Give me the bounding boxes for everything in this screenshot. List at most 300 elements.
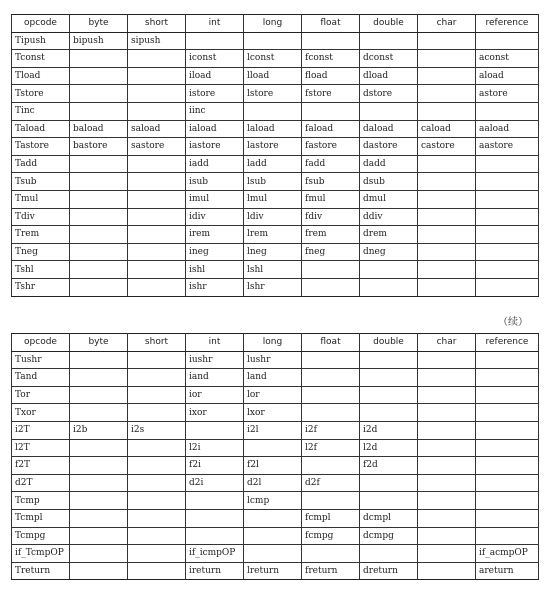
table-row bbox=[12, 527, 539, 545]
table-cell-int: if_icmpOP bbox=[186, 545, 244, 563]
table-cell-short: saload bbox=[128, 120, 186, 138]
table-cell-short bbox=[128, 562, 186, 580]
table-cell-char bbox=[418, 386, 476, 404]
table-cell-int: imul bbox=[186, 190, 244, 208]
table-cell-opcode: l2T bbox=[12, 439, 70, 457]
table-cell-float bbox=[302, 278, 360, 296]
column-header-long: long bbox=[244, 15, 302, 33]
table-cell-long: lastore bbox=[244, 138, 302, 156]
table-cell-long bbox=[244, 102, 302, 120]
table-cell-opcode: Taload bbox=[12, 120, 70, 138]
table-row bbox=[12, 421, 539, 439]
table-cell-reference: aastore bbox=[476, 138, 539, 156]
table-cell-long: lxor bbox=[244, 404, 302, 422]
table-cell-int: iastore bbox=[186, 138, 244, 156]
table-cell-int: ior bbox=[186, 386, 244, 404]
table-row bbox=[12, 138, 539, 156]
table-cell-double bbox=[360, 369, 418, 387]
table-cell-double: dastore bbox=[360, 138, 418, 156]
table-cell-float bbox=[302, 492, 360, 510]
table-cell-int: istore bbox=[186, 85, 244, 103]
table-cell-double: dcmpl bbox=[360, 509, 418, 527]
table-cell-reference: astore bbox=[476, 85, 539, 103]
table-cell-char bbox=[418, 261, 476, 279]
table-cell-float: fdiv bbox=[302, 208, 360, 226]
table-row bbox=[12, 386, 539, 404]
table-cell-reference: aload bbox=[476, 67, 539, 85]
table-row bbox=[12, 474, 539, 492]
table-cell-reference bbox=[476, 492, 539, 510]
table-cell-reference: aaload bbox=[476, 120, 539, 138]
table-cell-long: lushr bbox=[244, 351, 302, 369]
table-cell-char bbox=[418, 226, 476, 244]
table-cell-short bbox=[128, 457, 186, 475]
table-cell-int: d2i bbox=[186, 474, 244, 492]
table-cell-byte bbox=[70, 404, 128, 422]
table-cell-int: irem bbox=[186, 226, 244, 244]
table-cell-float: fcmpg bbox=[302, 527, 360, 545]
table-cell-long: lneg bbox=[244, 243, 302, 261]
table-cell-reference bbox=[476, 208, 539, 226]
table-cell-reference bbox=[476, 439, 539, 457]
column-header-float: float bbox=[302, 334, 360, 352]
table-cell-reference bbox=[476, 190, 539, 208]
table-cell-float bbox=[302, 386, 360, 404]
table-cell-short bbox=[128, 404, 186, 422]
table-cell-char bbox=[418, 562, 476, 580]
table-cell-short: sipush bbox=[128, 32, 186, 50]
table-row bbox=[12, 208, 539, 226]
table-row bbox=[12, 545, 539, 563]
table-cell-reference bbox=[476, 226, 539, 244]
table-cell-int: isub bbox=[186, 173, 244, 191]
table-cell-double: dload bbox=[360, 67, 418, 85]
table-cell-float bbox=[302, 457, 360, 475]
table-cell-long: lreturn bbox=[244, 562, 302, 580]
table-row bbox=[12, 67, 539, 85]
table-cell-int: iinc bbox=[186, 102, 244, 120]
table-cell-byte bbox=[70, 261, 128, 279]
table-row bbox=[12, 102, 539, 120]
table-cell-double: i2d bbox=[360, 421, 418, 439]
opcode-table-part-1 bbox=[11, 14, 539, 297]
table-cell-byte bbox=[70, 85, 128, 103]
table-row bbox=[12, 278, 539, 296]
table-cell-byte bbox=[70, 102, 128, 120]
table-cell-float: fneg bbox=[302, 243, 360, 261]
table-row bbox=[12, 243, 539, 261]
table-cell-opcode: Tcmp bbox=[12, 492, 70, 510]
table-row bbox=[12, 173, 539, 191]
table-cell-reference bbox=[476, 369, 539, 387]
table-cell-byte bbox=[70, 208, 128, 226]
table-cell-double bbox=[360, 545, 418, 563]
table-cell-reference: aconst bbox=[476, 50, 539, 68]
table-cell-long: laload bbox=[244, 120, 302, 138]
table-cell-float bbox=[302, 32, 360, 50]
table-cell-int: ireturn bbox=[186, 562, 244, 580]
table-cell-char bbox=[418, 527, 476, 545]
table-cell-reference bbox=[476, 404, 539, 422]
table-cell-byte bbox=[70, 190, 128, 208]
table-cell-long bbox=[244, 527, 302, 545]
column-header-reference: reference bbox=[476, 15, 539, 33]
table-cell-float: fcmpl bbox=[302, 509, 360, 527]
table-cell-opcode: Tcmpg bbox=[12, 527, 70, 545]
table-cell-double: dadd bbox=[360, 155, 418, 173]
table-cell-opcode: Tdiv bbox=[12, 208, 70, 226]
table-cell-opcode: f2T bbox=[12, 457, 70, 475]
table-cell-short bbox=[128, 474, 186, 492]
table-cell-opcode: Tshr bbox=[12, 278, 70, 296]
table-cell-double: dneg bbox=[360, 243, 418, 261]
table-cell-int: iadd bbox=[186, 155, 244, 173]
table-cell-int: l2i bbox=[186, 439, 244, 457]
column-header-byte: byte bbox=[70, 334, 128, 352]
table-cell-char bbox=[418, 32, 476, 50]
table-cell-int: ixor bbox=[186, 404, 244, 422]
table-cell-long: ladd bbox=[244, 155, 302, 173]
table-cell-double bbox=[360, 278, 418, 296]
column-header-float: float bbox=[302, 15, 360, 33]
table-cell-short bbox=[128, 369, 186, 387]
table-cell-opcode: Tipush bbox=[12, 32, 70, 50]
table-cell-float: frem bbox=[302, 226, 360, 244]
table-cell-short bbox=[128, 85, 186, 103]
column-header-char: char bbox=[418, 334, 476, 352]
table-cell-char bbox=[418, 155, 476, 173]
table-cell-opcode: d2T bbox=[12, 474, 70, 492]
table-cell-byte: i2b bbox=[70, 421, 128, 439]
table-cell-short bbox=[128, 439, 186, 457]
table-cell-short bbox=[128, 155, 186, 173]
table-cell-byte bbox=[70, 562, 128, 580]
table-cell-opcode: Tneg bbox=[12, 243, 70, 261]
table-cell-char bbox=[418, 369, 476, 387]
table-cell-byte bbox=[70, 278, 128, 296]
table-cell-byte: baload bbox=[70, 120, 128, 138]
table-cell-char bbox=[418, 474, 476, 492]
table-cell-char bbox=[418, 351, 476, 369]
table-cell-double bbox=[360, 351, 418, 369]
table-cell-short bbox=[128, 102, 186, 120]
table-cell-long: lconst bbox=[244, 50, 302, 68]
table-cell-reference bbox=[476, 261, 539, 279]
table-cell-byte bbox=[70, 527, 128, 545]
table-cell-reference bbox=[476, 527, 539, 545]
table-cell-reference bbox=[476, 243, 539, 261]
table-cell-short bbox=[128, 386, 186, 404]
table-cell-double: dsub bbox=[360, 173, 418, 191]
table-cell-char bbox=[418, 492, 476, 510]
table-cell-byte: bastore bbox=[70, 138, 128, 156]
table-cell-byte bbox=[70, 155, 128, 173]
table-cell-long bbox=[244, 545, 302, 563]
column-header-double: double bbox=[360, 15, 418, 33]
table-cell-float: fconst bbox=[302, 50, 360, 68]
table-cell-int: iload bbox=[186, 67, 244, 85]
table-cell-long bbox=[244, 439, 302, 457]
table-cell-double: dreturn bbox=[360, 562, 418, 580]
table-cell-char bbox=[418, 421, 476, 439]
table-row bbox=[12, 439, 539, 457]
table-cell-reference bbox=[476, 32, 539, 50]
table-cell-double: daload bbox=[360, 120, 418, 138]
table-cell-short bbox=[128, 226, 186, 244]
table-cell-char bbox=[418, 173, 476, 191]
table-cell-opcode: i2T bbox=[12, 421, 70, 439]
table-cell-long bbox=[244, 32, 302, 50]
table-cell-char bbox=[418, 85, 476, 103]
table-cell-float: d2f bbox=[302, 474, 360, 492]
table-cell-int bbox=[186, 492, 244, 510]
table-row bbox=[12, 351, 539, 369]
column-header-double: double bbox=[360, 334, 418, 352]
table-cell-short bbox=[128, 278, 186, 296]
table-cell-char bbox=[418, 457, 476, 475]
table-cell-float bbox=[302, 102, 360, 120]
table-cell-long: lmul bbox=[244, 190, 302, 208]
opcode-table-part-2 bbox=[11, 333, 539, 580]
table-cell-byte bbox=[70, 243, 128, 261]
table-cell-opcode: Tmul bbox=[12, 190, 70, 208]
table-cell-float bbox=[302, 545, 360, 563]
table-cell-int: iaload bbox=[186, 120, 244, 138]
table-cell-reference bbox=[476, 386, 539, 404]
table-cell-int: idiv bbox=[186, 208, 244, 226]
table-cell-long: lload bbox=[244, 67, 302, 85]
table-row bbox=[12, 369, 539, 387]
table-cell-short bbox=[128, 67, 186, 85]
table-cell-long: lsub bbox=[244, 173, 302, 191]
column-header-long: long bbox=[244, 334, 302, 352]
table-cell-float: faload bbox=[302, 120, 360, 138]
table-cell-opcode: Tastore bbox=[12, 138, 70, 156]
table-cell-char bbox=[418, 190, 476, 208]
column-header-reference: reference bbox=[476, 334, 539, 352]
table-cell-int: iconst bbox=[186, 50, 244, 68]
table-cell-char bbox=[418, 67, 476, 85]
table-cell-reference bbox=[476, 155, 539, 173]
table-cell-reference bbox=[476, 509, 539, 527]
column-header-int: int bbox=[186, 334, 244, 352]
table-cell-short bbox=[128, 509, 186, 527]
table-cell-byte bbox=[70, 474, 128, 492]
table-cell-byte bbox=[70, 173, 128, 191]
table-cell-float: i2f bbox=[302, 421, 360, 439]
continued-label: （续） bbox=[498, 317, 528, 328]
table-cell-byte bbox=[70, 351, 128, 369]
table-row bbox=[12, 226, 539, 244]
table-row bbox=[12, 32, 539, 50]
table-cell-opcode: Tor bbox=[12, 386, 70, 404]
table-cell-int bbox=[186, 32, 244, 50]
table-cell-long: lor bbox=[244, 386, 302, 404]
table-row bbox=[12, 155, 539, 173]
table-cell-long: f2l bbox=[244, 457, 302, 475]
table-cell-opcode: Tand bbox=[12, 369, 70, 387]
table-cell-opcode: Tadd bbox=[12, 155, 70, 173]
table-cell-float bbox=[302, 369, 360, 387]
table-cell-int: ishl bbox=[186, 261, 244, 279]
table-cell-short bbox=[128, 545, 186, 563]
table-cell-long: lcmp bbox=[244, 492, 302, 510]
table-cell-long: lshr bbox=[244, 278, 302, 296]
table-cell-reference bbox=[476, 173, 539, 191]
table-cell-float bbox=[302, 261, 360, 279]
table-cell-short bbox=[128, 243, 186, 261]
table-cell-int: f2i bbox=[186, 457, 244, 475]
table-cell-opcode: Tcmpl bbox=[12, 509, 70, 527]
table-cell-int bbox=[186, 421, 244, 439]
table-cell-double: dcmpg bbox=[360, 527, 418, 545]
table-cell-char bbox=[418, 404, 476, 422]
table-cell-opcode: Tconst bbox=[12, 50, 70, 68]
table-cell-opcode: Trem bbox=[12, 226, 70, 244]
table-cell-byte bbox=[70, 545, 128, 563]
table-cell-opcode: Tstore bbox=[12, 85, 70, 103]
table-cell-float bbox=[302, 351, 360, 369]
table-cell-float bbox=[302, 404, 360, 422]
column-header-opcode: opcode bbox=[12, 334, 70, 352]
table-cell-double bbox=[360, 474, 418, 492]
table-cell-long: d2l bbox=[244, 474, 302, 492]
column-header-char: char bbox=[418, 15, 476, 33]
table-cell-byte bbox=[70, 509, 128, 527]
table-cell-short bbox=[128, 190, 186, 208]
table-cell-reference bbox=[476, 474, 539, 492]
table-cell-double bbox=[360, 32, 418, 50]
table-cell-opcode: Tinc bbox=[12, 102, 70, 120]
table-cell-double: dmul bbox=[360, 190, 418, 208]
table-row bbox=[12, 509, 539, 527]
table-cell-long: ldiv bbox=[244, 208, 302, 226]
table-cell-float: l2f bbox=[302, 439, 360, 457]
table-cell-reference bbox=[476, 102, 539, 120]
table-cell-int bbox=[186, 509, 244, 527]
table-cell-double bbox=[360, 102, 418, 120]
table-cell-byte bbox=[70, 457, 128, 475]
table-cell-int: ishr bbox=[186, 278, 244, 296]
table-cell-reference bbox=[476, 457, 539, 475]
table-cell-double bbox=[360, 404, 418, 422]
table-cell-byte bbox=[70, 50, 128, 68]
table-cell-short bbox=[128, 351, 186, 369]
table-cell-long: lshl bbox=[244, 261, 302, 279]
table-cell-short bbox=[128, 527, 186, 545]
table-cell-char bbox=[418, 243, 476, 261]
table-cell-opcode: Txor bbox=[12, 404, 70, 422]
table-cell-byte bbox=[70, 369, 128, 387]
table-cell-float: fsub bbox=[302, 173, 360, 191]
table-cell-short bbox=[128, 492, 186, 510]
table-cell-double: dconst bbox=[360, 50, 418, 68]
table-cell-opcode: Tsub bbox=[12, 173, 70, 191]
table-cell-double: ddiv bbox=[360, 208, 418, 226]
table-cell-byte bbox=[70, 67, 128, 85]
table-cell-long: i2l bbox=[244, 421, 302, 439]
table-cell-byte bbox=[70, 386, 128, 404]
table-cell-char bbox=[418, 102, 476, 120]
table-row bbox=[12, 562, 539, 580]
table-cell-double: drem bbox=[360, 226, 418, 244]
table-cell-float: fadd bbox=[302, 155, 360, 173]
table-cell-double bbox=[360, 386, 418, 404]
table-cell-reference: if_acmpOP bbox=[476, 545, 539, 563]
table-cell-reference bbox=[476, 421, 539, 439]
table-row bbox=[12, 457, 539, 475]
table-row bbox=[12, 492, 539, 510]
table-row bbox=[12, 261, 539, 279]
table-cell-short bbox=[128, 208, 186, 226]
table-cell-opcode: if_TcmpOP bbox=[12, 545, 70, 563]
table-cell-float: fmul bbox=[302, 190, 360, 208]
column-header-byte: byte bbox=[70, 15, 128, 33]
table-cell-float: freturn bbox=[302, 562, 360, 580]
header-row bbox=[12, 15, 539, 33]
header-row bbox=[12, 334, 539, 352]
table-cell-opcode: Tushr bbox=[12, 351, 70, 369]
table-cell-char bbox=[418, 545, 476, 563]
table-cell-reference bbox=[476, 278, 539, 296]
table-cell-int: iand bbox=[186, 369, 244, 387]
table-cell-short bbox=[128, 50, 186, 68]
table-cell-char bbox=[418, 509, 476, 527]
table-cell-float: fload bbox=[302, 67, 360, 85]
table-cell-double: f2d bbox=[360, 457, 418, 475]
table-row bbox=[12, 120, 539, 138]
table-cell-opcode: Tload bbox=[12, 67, 70, 85]
table-cell-byte: bipush bbox=[70, 32, 128, 50]
column-header-int: int bbox=[186, 15, 244, 33]
table-cell-int bbox=[186, 527, 244, 545]
table-cell-char bbox=[418, 439, 476, 457]
table-cell-char bbox=[418, 50, 476, 68]
table-cell-byte bbox=[70, 439, 128, 457]
table-row bbox=[12, 50, 539, 68]
table-cell-char bbox=[418, 208, 476, 226]
table-cell-byte bbox=[70, 226, 128, 244]
table-row bbox=[12, 404, 539, 422]
table-cell-long: land bbox=[244, 369, 302, 387]
table-cell-double bbox=[360, 492, 418, 510]
column-header-short: short bbox=[128, 334, 186, 352]
table-cell-short: sastore bbox=[128, 138, 186, 156]
column-header-short: short bbox=[128, 15, 186, 33]
table-cell-opcode: Treturn bbox=[12, 562, 70, 580]
table-cell-double bbox=[360, 261, 418, 279]
table-cell-int: iushr bbox=[186, 351, 244, 369]
table-cell-short bbox=[128, 173, 186, 191]
table-cell-byte bbox=[70, 492, 128, 510]
table-row bbox=[12, 85, 539, 103]
table-cell-double: l2d bbox=[360, 439, 418, 457]
table-row bbox=[12, 190, 539, 208]
table-cell-long: lstore bbox=[244, 85, 302, 103]
table-cell-long: lrem bbox=[244, 226, 302, 244]
table-cell-float: fstore bbox=[302, 85, 360, 103]
table-cell-char bbox=[418, 278, 476, 296]
table-cell-long bbox=[244, 509, 302, 527]
table-cell-opcode: Tshl bbox=[12, 261, 70, 279]
table-cell-reference: areturn bbox=[476, 562, 539, 580]
table-cell-char: castore bbox=[418, 138, 476, 156]
table-cell-char: caload bbox=[418, 120, 476, 138]
column-header-opcode: opcode bbox=[12, 15, 70, 33]
table-cell-double: dstore bbox=[360, 85, 418, 103]
table-cell-int: ineg bbox=[186, 243, 244, 261]
table-cell-short: i2s bbox=[128, 421, 186, 439]
